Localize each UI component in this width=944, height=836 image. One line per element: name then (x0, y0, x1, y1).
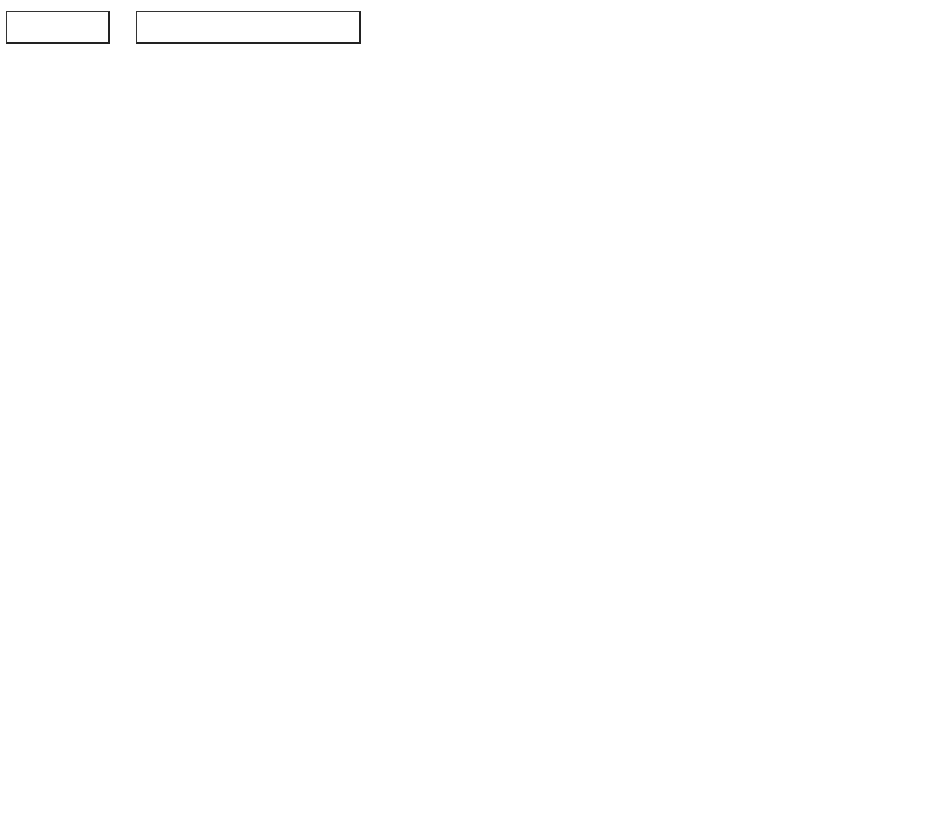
header-stages (6, 11, 110, 44)
